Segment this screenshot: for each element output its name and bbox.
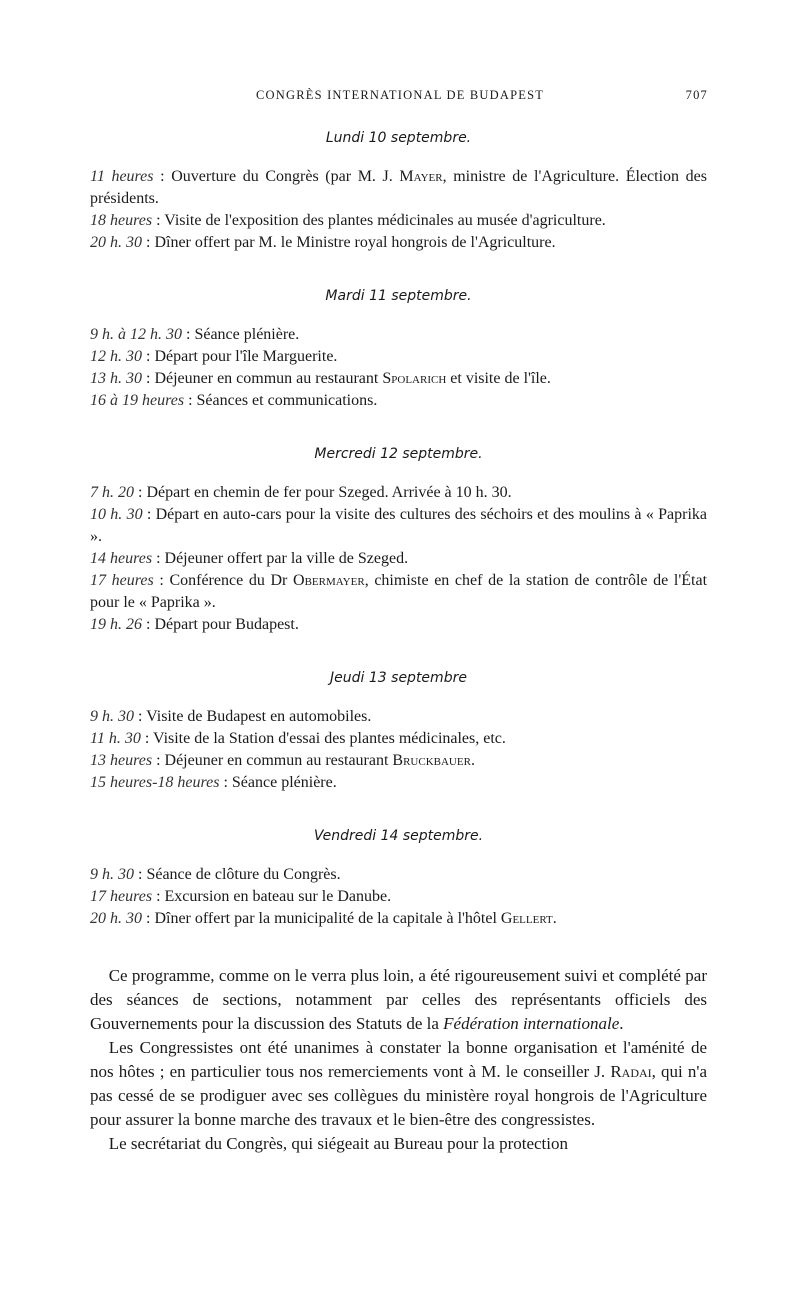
entry-text: : Séances et communications. <box>184 392 378 409</box>
entry-time: 18 heures <box>90 212 153 229</box>
entry-time: 11 h. 30 <box>90 730 141 747</box>
schedule-entry <box>90 908 707 930</box>
day-entries <box>90 482 707 636</box>
entry-time: 7 h. 20 <box>90 484 134 501</box>
entry-time: 20 h. 30 <box>90 910 142 927</box>
entry-text: : Départ en chemin de fer pour Szeged. Arrivée à 10 h. 30. <box>134 484 512 501</box>
page-number: 707 <box>685 88 708 102</box>
day-heading: Lundi 10 septembre. <box>325 130 472 146</box>
schedule-entry <box>90 368 707 390</box>
entry-text-continued: , chimiste en chef de la station de contrôle de l'État pour le « Paprika ». <box>90 572 708 611</box>
schedule-entry <box>90 886 707 908</box>
schedule-entry <box>90 232 707 254</box>
entry-text: : Ouverture du Congrès (par M. J. <box>153 168 400 185</box>
paragraph <box>90 1036 707 1132</box>
day-entries <box>90 166 707 254</box>
entry-text: : Départ en auto-cars pour la visite des cultures des séchoirs et des moulins à « Paprika ». <box>90 506 707 545</box>
entry-time: 9 h. 30 <box>90 708 134 725</box>
entry-text-continued: . <box>470 752 475 769</box>
entry-time: 14 heures <box>90 550 153 567</box>
schedule-entry <box>90 548 707 570</box>
entry-text: : Séance plénière. <box>219 774 337 791</box>
entry-text: : Séance plénière. <box>182 326 300 343</box>
entry-time: 13 h. 30 <box>90 370 142 387</box>
schedule-entry <box>90 390 707 412</box>
paragraph-italic: Fédération internationale <box>443 1014 620 1033</box>
paragraph <box>90 1132 707 1156</box>
schedule-entry <box>90 166 707 210</box>
day-heading: Jeudi 13 septembre <box>330 670 467 686</box>
entry-text: : Dîner offert par la municipalité de la capitale à l'hôtel <box>142 910 501 927</box>
schedule <box>90 130 707 930</box>
schedule-entry <box>90 614 707 636</box>
paragraph-text: Ce programme, comme on le verra plus loin, a été rigoureusement suivi et complété par des séances de sections, notamment par celles des représentants officiels des Gouvernements pour la discussion des Statuts de la <box>90 966 707 1033</box>
entry-name: Spolarich <box>382 370 447 387</box>
entry-time: 17 heures <box>90 572 154 589</box>
entry-time: 19 h. 26 <box>90 616 142 633</box>
day-heading: Vendredi 14 septembre. <box>313 828 484 844</box>
entry-name: Mayer <box>399 168 443 185</box>
day-heading: Mercredi 12 septembre. <box>314 446 483 462</box>
paragraph-text-continued: , qui n'a pas cessé de se prodiguer avec ses collègues du ministère royal hongrois de l'Agriculture pour assurer la bonne marche des travaux et le bien-être des congressistes. <box>90 1062 707 1129</box>
entry-text-continued: et visite de l'île. <box>446 370 551 387</box>
schedule-entry <box>90 706 707 728</box>
entry-time: 20 h. 30 <box>90 234 142 251</box>
entry-text: : Départ pour Budapest. <box>142 616 299 633</box>
schedule-entry <box>90 728 707 750</box>
schedule-entry <box>90 772 707 794</box>
day-entries <box>90 864 707 930</box>
schedule-entry <box>90 482 707 504</box>
day-entries <box>90 324 707 412</box>
entry-time: 17 heures <box>90 888 153 905</box>
running-title: CONGRÈS INTERNATIONAL DE BUDAPEST <box>256 88 545 102</box>
entry-name: Gellert <box>500 910 553 927</box>
entry-time: 11 heures <box>90 168 154 185</box>
entry-time: 9 h. à 12 h. 30 <box>90 326 182 343</box>
entry-text: : Visite de Budapest en automobiles. <box>134 708 372 725</box>
paragraph <box>90 964 707 1036</box>
day-heading: Mardi 11 septembre. <box>325 288 472 304</box>
prose <box>90 964 707 1156</box>
entry-text: : Déjeuner en commun au restaurant <box>142 370 383 387</box>
entry-name: Bruckbauer <box>392 752 471 769</box>
entry-time: 10 h. 30 <box>90 506 143 523</box>
entry-time: 13 heures <box>90 752 153 769</box>
schedule-entry <box>90 504 707 548</box>
entry-text-continued: . <box>552 910 557 927</box>
entry-time: 12 h. 30 <box>90 348 142 365</box>
schedule-entry <box>90 324 707 346</box>
entry-text: : Excursion en bateau sur le Danube. <box>152 888 392 905</box>
paragraph-name: Radai <box>610 1062 652 1081</box>
day-entries <box>90 706 707 794</box>
paragraph-text: Le secrétariat du Congrès, qui siégeait au Bureau pour la protection <box>108 1134 568 1153</box>
schedule-entry <box>90 750 707 772</box>
entry-time: 16 à 19 heures <box>90 392 185 409</box>
schedule-entry <box>90 210 707 232</box>
entry-text: : Visite de l'exposition des plantes médicinales au musée d'agriculture. <box>152 212 606 229</box>
paragraph-text-continued: . <box>619 1014 624 1033</box>
entry-text: : Séance de clôture du Congrès. <box>134 866 341 883</box>
schedule-entry <box>90 570 707 614</box>
entry-text: : Visite de la Station d'essai des plantes médicinales, etc. <box>140 730 506 747</box>
entry-text: : Dîner offert par M. le Ministre royal hongrois de l'Agriculture. <box>142 234 556 251</box>
entry-text: : Déjeuner en commun au restaurant <box>152 752 393 769</box>
entry-text: : Déjeuner offert par la ville de Szeged. <box>152 550 409 567</box>
entry-time: 15 heures-18 heures <box>90 774 220 791</box>
entry-time: 9 h. 30 <box>90 866 134 883</box>
schedule-entry <box>90 864 707 886</box>
entry-text: : Conférence du Dr <box>153 572 294 589</box>
page-body <box>90 130 707 1156</box>
paragraph-text: Les Congressistes ont été unanimes à constater la bonne organisation et l'aménité de nos hôtes ; en particulier tous nos remerciements vont à M. le conseiller J. <box>90 1038 707 1081</box>
entry-name: Obermayer <box>293 572 365 589</box>
schedule-entry <box>90 346 707 368</box>
entry-text-continued: , ministre de l'Agriculture. Élection des présidents. <box>90 168 708 207</box>
entry-text: : Départ pour l'île Marguerite. <box>142 348 338 365</box>
